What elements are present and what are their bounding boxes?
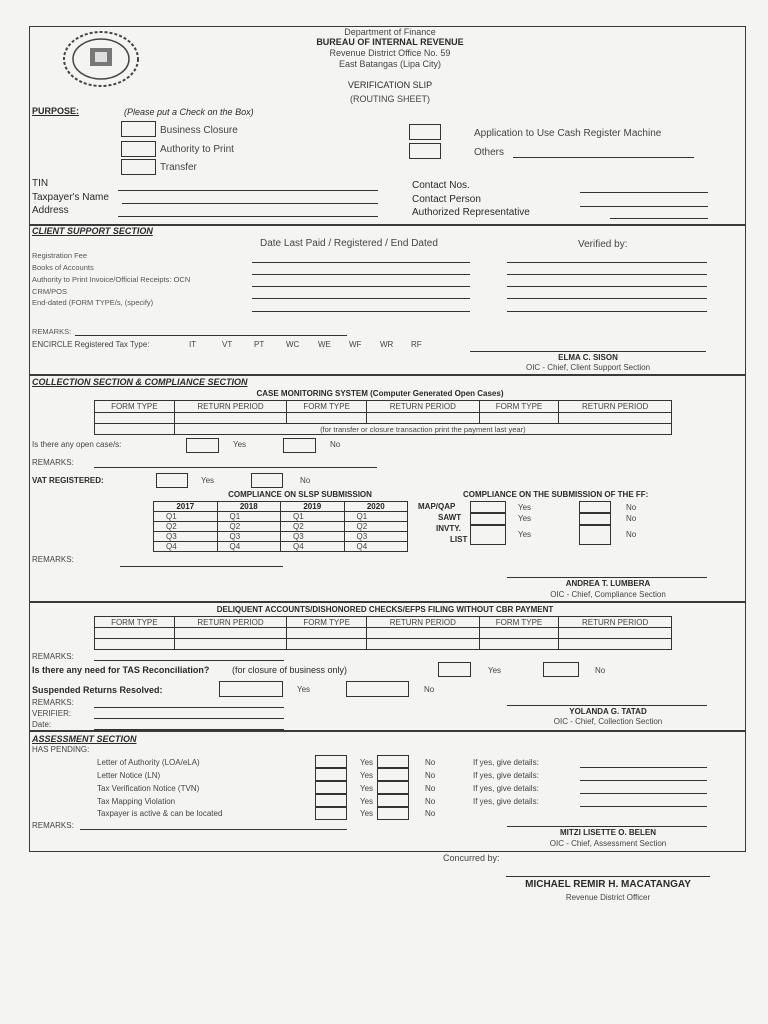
others-field[interactable] — [513, 157, 694, 158]
col-header: FORM TYPE — [287, 617, 367, 628]
table-cell[interactable] — [174, 413, 287, 424]
col-header: FORM TYPE — [479, 401, 559, 413]
details-label: If yes, give details: — [473, 771, 539, 780]
vat-no-checkbox[interactable] — [251, 473, 283, 488]
cc-remarks2-label: REMARKS: — [32, 555, 74, 564]
col-header: RETURN PERIOD — [559, 617, 672, 628]
purpose-instruction: (Please put a Check on the Box) — [124, 107, 254, 117]
business-closure-checkbox[interactable] — [121, 121, 156, 137]
quarter-cell[interactable]: Q3 — [344, 532, 408, 542]
verifier-label: VERIFIER: — [32, 709, 72, 718]
pending-no-checkbox[interactable] — [377, 794, 409, 807]
col-header: RETURN PERIOD — [366, 401, 479, 413]
contact-person-field[interactable] — [580, 206, 708, 207]
quarter-cell[interactable]: Q2 — [344, 522, 408, 532]
contact-nos-label: Contact Nos. — [412, 180, 470, 191]
table-cell[interactable] — [287, 413, 367, 424]
as-remarks-field[interactable] — [80, 829, 347, 830]
date-field[interactable] — [252, 311, 470, 312]
dl-remarks-field[interactable] — [94, 660, 284, 661]
pending-yes-checkbox[interactable] — [315, 755, 347, 768]
others-label: Others — [474, 147, 505, 158]
no-label: No — [425, 809, 436, 818]
open-case-no-checkbox[interactable] — [283, 438, 316, 453]
cms-table — [94, 400, 672, 435]
dept-name: Department of Finance — [344, 27, 436, 37]
signature-line — [507, 705, 707, 706]
delinquent-table — [94, 616, 672, 650]
delinquent-title: DELIQUENT ACCOUNTS/DISHONORED CHECKS/EFPS FILING WITHOUT CBR PAYMENT — [216, 605, 554, 614]
table-cell[interactable] — [366, 413, 479, 424]
cms-note: (for transfer or closure transaction print the payment last year) — [174, 424, 671, 435]
authorized-rep-field[interactable] — [610, 218, 708, 219]
ff-item: INVTY. — [436, 524, 461, 533]
contact-nos-field[interactable] — [580, 192, 708, 193]
pending-no-checkbox[interactable] — [377, 768, 409, 781]
ff-item: SAWT — [438, 513, 462, 522]
table-cell[interactable] — [366, 639, 479, 650]
as-remarks-label: REMARKS: — [32, 821, 74, 830]
quarter-cell[interactable]: Q2 — [217, 522, 281, 532]
table-cell[interactable] — [559, 413, 672, 424]
no-label: No — [424, 685, 435, 694]
vat-yes-checkbox[interactable] — [156, 473, 188, 488]
col-header: RETURN PERIOD — [559, 401, 672, 413]
no-label: No — [425, 797, 436, 806]
col-header: FORM TYPE — [479, 617, 559, 628]
quarter-cell[interactable]: Q3 — [154, 532, 218, 542]
no-label: No — [425, 758, 436, 767]
cms-title: CASE MONITORING SYSTEM (Computer Generated Open Cases) — [256, 389, 504, 398]
section-divider — [29, 730, 746, 732]
table-cell[interactable] — [559, 639, 672, 650]
verifier-field[interactable] — [94, 718, 284, 719]
verified-field[interactable] — [507, 274, 707, 275]
authorized-rep-label: Authorized Representative — [412, 207, 530, 218]
dl-officer-name: YOLANDA G. TATAD — [569, 707, 647, 716]
has-pending-label: HAS PENDING: — [32, 745, 90, 754]
purpose-label: PURPOSE: — [32, 106, 80, 116]
cc-remarks-field[interactable] — [94, 467, 377, 468]
transfer-checkbox[interactable] — [121, 159, 156, 175]
collection-title: COLLECTION SECTION & COMPLIANCE SECTION — [32, 377, 248, 387]
tax-type-it[interactable]: IT — [189, 340, 197, 349]
cs-item: Books of Accounts — [32, 263, 94, 272]
cs-item: End-dated (FORM TYPE/s, (specify) — [32, 298, 154, 307]
quarter-cell[interactable]: Q3 — [281, 532, 345, 542]
form-title: VERIFICATION SLIP — [347, 80, 433, 90]
cs-officer-title: OIC - Chief, Client Support Section — [525, 363, 651, 372]
table-cell[interactable] — [174, 639, 287, 650]
pending-no-checkbox[interactable] — [377, 755, 409, 768]
ff-no-checkbox[interactable] — [579, 513, 611, 525]
table-cell[interactable] — [174, 628, 287, 639]
open-case-yes-checkbox[interactable] — [186, 438, 219, 453]
pending-yes-checkbox[interactable] — [315, 781, 347, 794]
address-label: Address — [32, 205, 69, 216]
quarter-cell[interactable]: Q2 — [154, 522, 218, 532]
col-header: RETURN PERIOD — [174, 617, 287, 628]
signature-line — [507, 577, 707, 578]
col-header: FORM TYPE — [95, 401, 175, 413]
dl-remarks-label: REMARKS: — [32, 652, 74, 661]
taxpayer-name-label: Taxpayer's Name — [32, 192, 109, 203]
quarter-cell[interactable]: Q1 — [344, 512, 408, 522]
quarter-cell[interactable]: Q4 — [281, 542, 345, 552]
ff-item: LIST — [450, 535, 468, 544]
verified-field[interactable] — [507, 262, 707, 263]
ff-no-checkbox[interactable] — [579, 501, 611, 513]
no-label: No — [626, 530, 637, 539]
table-cell[interactable] — [366, 628, 479, 639]
date-field[interactable] — [252, 286, 470, 287]
sawt-checkbox[interactable] — [470, 513, 506, 525]
concurred-label: Concurred by: — [443, 853, 500, 863]
table-cell[interactable] — [479, 639, 559, 650]
cs-remarks-label: REMARKS: — [32, 327, 72, 336]
yes-label: Yes — [233, 440, 247, 449]
section-divider — [29, 374, 746, 376]
date-field[interactable] — [252, 274, 470, 275]
details-field[interactable] — [580, 780, 707, 781]
cs-item: Registration Fee — [32, 251, 88, 260]
dl-remarks2-label: REMARKS: — [32, 698, 74, 707]
encircle-label: ENCIRCLE Registered Tax Type: — [32, 340, 150, 349]
tas-note: (for closure of business only) — [232, 665, 348, 675]
invty-list-checkbox[interactable] — [470, 525, 506, 545]
business-closure-label: Business Closure — [160, 125, 238, 136]
verified-field[interactable] — [507, 298, 707, 299]
others-checkbox[interactable] — [409, 143, 441, 159]
tas-yes-checkbox[interactable] — [438, 662, 471, 677]
details-label: If yes, give details: — [473, 758, 539, 767]
no-label: No — [330, 440, 341, 449]
table-cell[interactable] — [479, 628, 559, 639]
tin-label: TIN — [32, 178, 49, 189]
yes-label: Yes — [360, 758, 374, 767]
slsp-table — [153, 501, 408, 552]
no-label: No — [595, 666, 606, 675]
pending-yes-checkbox[interactable] — [315, 807, 347, 820]
yes-label: Yes — [360, 771, 374, 780]
pending-item: Tax Mapping Violation — [97, 797, 176, 806]
cc-remarks-label: REMARKS: — [32, 458, 74, 467]
slsp-title: COMPLIANCE ON SLSP SUBMISSION — [228, 490, 372, 499]
signature-line — [507, 826, 707, 827]
signature-line — [470, 351, 706, 352]
table-cell[interactable] — [95, 639, 175, 650]
contact-person-label: Contact Person — [412, 194, 481, 205]
col-header: RETURN PERIOD — [174, 401, 287, 413]
section-divider — [29, 601, 746, 603]
verified-header: Verified by: — [578, 239, 628, 250]
yes-label: Yes — [518, 530, 532, 539]
yes-label: Yes — [518, 514, 532, 523]
tax-type-wf[interactable]: WF — [349, 340, 362, 349]
signature-line — [506, 876, 710, 877]
cs-item: Authority to Print Invoice/Official Receipts: OCN — [32, 275, 191, 284]
yes-label: Yes — [518, 503, 532, 512]
table-cell[interactable] — [95, 628, 175, 639]
details-label: If yes, give details: — [473, 797, 539, 806]
cs-officer-name: ELMA C. SISON — [558, 353, 618, 362]
rdo-officer-name: MICHAEL REMIR H. MACATANGAY — [525, 879, 691, 890]
quarter-cell[interactable]: Q4 — [344, 542, 408, 552]
address-field[interactable] — [118, 216, 378, 217]
cc-remarks2-field[interactable] — [120, 566, 283, 567]
yes-label: Yes — [488, 666, 502, 675]
bir-seal-icon — [62, 30, 140, 88]
ff-item: MAP/QAP — [418, 502, 456, 511]
no-label: No — [626, 503, 637, 512]
form-subtitle: (ROUTING SHEET) — [350, 94, 430, 104]
dl-remarks2-field[interactable] — [94, 707, 284, 708]
pending-yes-checkbox[interactable] — [315, 794, 347, 807]
yes-label: Yes — [360, 809, 374, 818]
table-cell[interactable] — [559, 628, 672, 639]
col-header: RETURN PERIOD — [366, 617, 479, 628]
year-header: 2017 — [154, 502, 218, 512]
pending-item: Letter Notice (LN) — [97, 771, 161, 780]
tas-question: Is there any need for TAS Reconciliation? — [32, 665, 210, 675]
details-field[interactable] — [580, 767, 707, 768]
suspended-label: Suspended Returns Resolved: — [32, 685, 163, 695]
tax-type-rf[interactable]: RF — [411, 340, 422, 349]
quarter-cell[interactable]: Q2 — [281, 522, 345, 532]
cs-remarks-field[interactable] — [75, 335, 347, 336]
details-field[interactable] — [580, 793, 707, 794]
authority-to-print-checkbox[interactable] — [121, 141, 156, 157]
assessment-title: ASSESSMENT SECTION — [32, 734, 137, 744]
yes-label: Yes — [297, 685, 311, 694]
tax-type-vt[interactable]: VT — [222, 340, 233, 349]
as-officer-name: MITZI LISETTE O. BELEN — [560, 828, 656, 837]
yes-label: Yes — [201, 476, 215, 485]
map-qap-checkbox[interactable] — [470, 501, 506, 513]
bureau-name: BUREAU OF INTERNAL REVENUE — [316, 37, 464, 47]
yes-label: Yes — [360, 784, 374, 793]
tas-no-checkbox[interactable] — [543, 662, 579, 677]
dl-officer-title: OIC - Chief, Collection Section — [553, 717, 663, 726]
quarter-cell[interactable]: Q1 — [217, 512, 281, 522]
tax-type-wc[interactable]: WC — [286, 340, 300, 349]
pending-no-checkbox[interactable] — [377, 807, 409, 820]
ff-title: COMPLIANCE ON THE SUBMISSION OF THE FF: — [463, 490, 649, 499]
no-label: No — [425, 784, 436, 793]
table-cell[interactable] — [287, 628, 367, 639]
verified-field[interactable] — [507, 311, 707, 312]
authority-to-print-label: Authority to Print — [160, 144, 234, 155]
open-case-label: Is there any open case/s: — [32, 440, 122, 449]
cs-item: CRM/POS — [32, 287, 68, 296]
ff-no-checkbox[interactable] — [579, 525, 611, 545]
year-header: 2020 — [344, 502, 408, 512]
quarter-cell[interactable]: Q3 — [217, 532, 281, 542]
col-header: FORM TYPE — [287, 401, 367, 413]
pending-no-checkbox[interactable] — [377, 781, 409, 794]
no-label: No — [626, 514, 637, 523]
pending-item: Letter of Authority (LOA/eLA) — [97, 758, 200, 767]
yes-label: Yes — [360, 797, 374, 806]
table-cell[interactable] — [287, 639, 367, 650]
vat-label: VAT REGISTERED: — [32, 476, 104, 485]
date-header: Date Last Paid / Registered / End Dated — [260, 238, 438, 249]
suspended-yes-checkbox[interactable] — [219, 681, 283, 697]
table-cell[interactable] — [95, 413, 175, 424]
transfer-label: Transfer — [160, 162, 197, 173]
quarter-cell[interactable]: Q1 — [281, 512, 345, 522]
details-label: If yes, give details: — [473, 784, 539, 793]
client-support-title: CLIENT SUPPORT SECTION — [32, 226, 153, 236]
table-cell[interactable] — [95, 424, 175, 435]
no-label: No — [300, 476, 311, 485]
quarter-cell[interactable]: Q4 — [217, 542, 281, 552]
tax-type-we[interactable]: WE — [318, 340, 331, 349]
rdo-name: Revenue District Office No. 59 — [329, 48, 451, 58]
details-field[interactable] — [580, 806, 707, 807]
crm-application-label: Application to Use Cash Register Machine — [474, 128, 662, 139]
pending-yes-checkbox[interactable] — [315, 768, 347, 781]
taxpayer-name-field[interactable] — [122, 203, 378, 204]
tax-type-wr[interactable]: WR — [380, 340, 394, 349]
date-label: Date: — [32, 720, 52, 729]
tax-type-pt[interactable]: PT — [254, 340, 265, 349]
col-header: FORM TYPE — [95, 617, 175, 628]
year-header: 2019 — [281, 502, 345, 512]
year-header: 2018 — [217, 502, 281, 512]
pending-item: Tax Verification Notice (TVN) — [97, 784, 200, 793]
verified-field[interactable] — [507, 286, 707, 287]
suspended-no-checkbox[interactable] — [346, 681, 409, 697]
rdo-place: East Batangas (Lipa City) — [338, 59, 442, 69]
cc-officer-name: ANDREA T. LUMBERA — [565, 579, 651, 588]
pending-item: Taxpayer is active & can be located — [97, 809, 223, 818]
quarter-cell[interactable]: Q1 — [154, 512, 218, 522]
crm-application-checkbox[interactable] — [409, 124, 441, 140]
as-officer-title: OIC - Chief, Assessment Section — [549, 839, 667, 848]
date-field[interactable] — [252, 262, 470, 263]
cc-officer-title: OIC - Chief, Compliance Section — [550, 590, 666, 599]
tin-field[interactable] — [118, 190, 378, 191]
quarter-cell[interactable]: Q4 — [154, 542, 218, 552]
no-label: No — [425, 771, 436, 780]
table-cell[interactable] — [479, 413, 559, 424]
rdo-officer-title: Revenue District Officer — [565, 893, 651, 902]
date-field[interactable] — [252, 298, 470, 299]
